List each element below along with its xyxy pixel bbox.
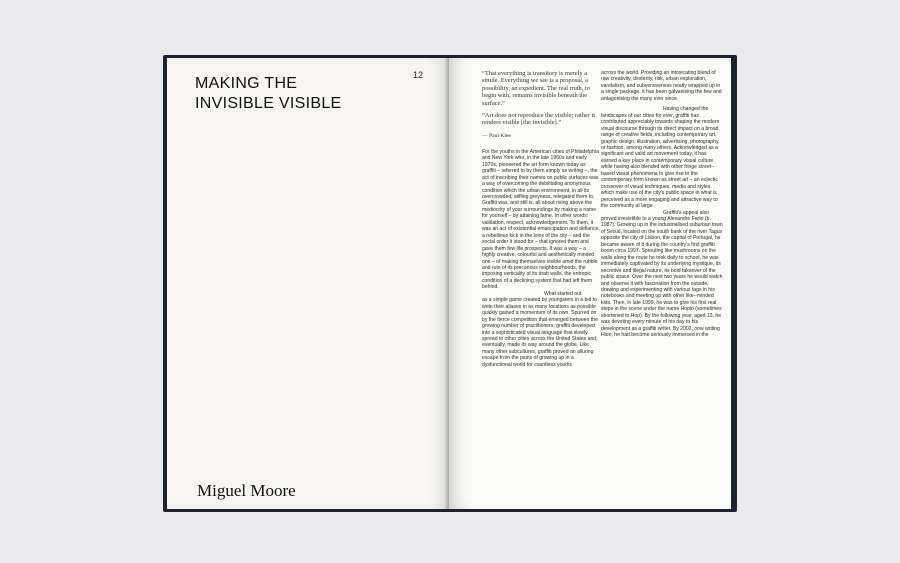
right-page: [449, 58, 731, 509]
title-line-2: INVISIBLE VISIBLE: [195, 95, 342, 112]
epigraph-quote-2: “Art does not reproduce the visible; rather it renders visible [the invisible].”: [482, 112, 596, 127]
body-paragraph: landscapes of our cities for ever, graffiti has contributed appreciably towards shaping the modern visual discourse through its direct impact on a broad range of creative fields, including contemporary art, graphic design, illustration, advertising, photography, or fashion, among many others. Acknowledged as a significant and valid art movement today, it has earned a key place in contemporary visual culture while having also blended with other fringe street--based visual phenomena to give rise to the contemporary form known as street art – an eclectic crossover of visual techniques, media and styles which make use of the city’s public space in what is perceived as a more engaging and attractive way to the community at large.: [601, 112, 720, 210]
body-paragraph: proved irresistible to a young Alexandre Farto (b. 1987). Growing up in the industrialised suburban town of Seixal, located on the south bank of the river Tagus opposite the city of Lisbon, the capital of Portugal, he became aware of it during the country’s first graffiti boom circa 1997. Sprouting like mushrooms on the walls along the route he took daily to school, he was immediately captivated by its underlying mystique, its secretive and illegal nature, its bold takeover of the public space. Over the next two years he would watch and observe it with fascination from the outside, drawing and experimenting with various tags in his notebooks and meeting up with other like--minded kids. Then, in late 1999, he was to give his first real steps in the scene under the name Hopio (sometimes shortened to Hop). By the following year, aged 13, he was devoting every minute of his day to his development as a graffiti writer. By 2002, now writing Hion, he had become seriously immersed in the: [601, 215, 723, 339]
paragraph-lead: Graffiti’s appeal also: [663, 209, 709, 216]
left-page: [167, 58, 449, 509]
paragraph-lead: What started out: [544, 290, 582, 297]
body-paragraph: as a simple game created by youngsters in a bid to write their aliases in as many locations as possible quickly gained a momentum of its own. Spurred on by the fierce competition that emerged between the growing number of practitioners, graffiti developed into a sophisticated visual language that slowly spread to other cities across the United States and, eventually, made its way around the globe. Like many other subcultures, graffiti proved an alluring escape from the pains of growing up in a dysfunctional world for countless youths: [482, 297, 598, 368]
page-number: 12: [413, 70, 424, 80]
open-book: [163, 55, 737, 512]
paragraph-lead: Having changed the: [663, 106, 709, 113]
body-paragraph: across the world. Providing an intoxicating blend of raw creativity, dexterity, risk, urban exploration, vandalism, and subversiveness neatly wrapped up in a single package, it has been galvanising the few and antagonising the many ever since.: [601, 70, 722, 102]
epigraph-attribution: — Paul Klee: [482, 132, 511, 139]
text-column-right: [601, 70, 723, 508]
book-title: [195, 74, 395, 114]
title-line-1: MAKING THE: [195, 75, 298, 92]
author-name: Miguel Moore: [197, 481, 296, 500]
epigraph-quote-1: “That everything is transitory is merely a simile. Everything we see is a proposal, a possibility, an expedient. The real truth, to begin with, remains invisible beneath the surface.”: [482, 70, 590, 107]
text-column-left: [482, 70, 600, 508]
body-paragraph: For the youths in the American cities of Philadelphia and New York who, in the late 1960s and early 1970s, pioneered the art form known today as graffiti – referred to by them simply as writing –, the act of inscribing their names on public surfaces was a way of overcoming the debilitating anonymous condition which the urban environment, in all its overcrowded, stifling greyness, relegated them to. Graffiti was, and still is, all about rising above the mediocrity of your surroundings by making a name for yourself – by attaining fame. In other words: validation, respect, acknowledgement. To them, it was an act of existential emancipation and defiance, a rebellious kick in the loins of the city – and the social order it stood for – that ignored them and gave them few life prospects. It was a way – a highly creative, colourful and aesthetically minded one – of making themselves visible amid the rubble and ruin of its precarious neighbourhoods, the imposing verticality of its drab walls, the entropic condition of a declining system that had left them behind.: [482, 148, 600, 291]
